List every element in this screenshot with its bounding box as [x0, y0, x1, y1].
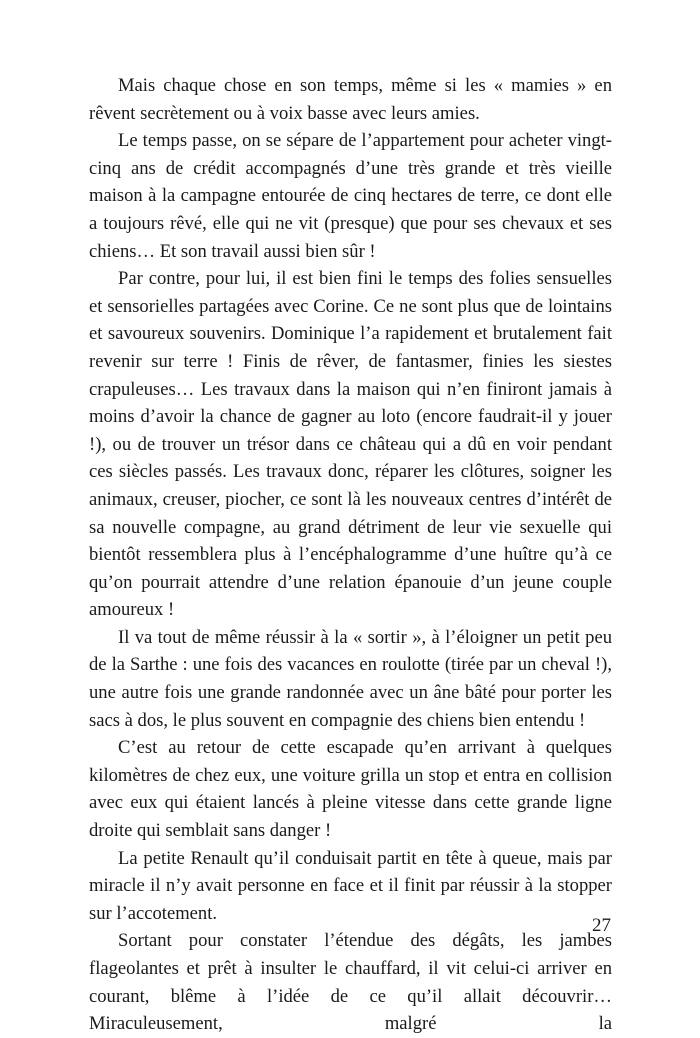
page-number: 27: [592, 915, 611, 936]
paragraph-4: Il va tout de même réussir à la « sortir », à l’éloigner un petit peu de la Sarthe : une fois des vacances en roulotte (tirée par un cheval !), une autre fois une grande randonnée avec un âne bâté pour porter les sacs à dos, le plus souvent en compagnie des chiens bien entendu !: [89, 626, 612, 731]
paragraph-1: Mais chaque chose en son temps, même si les « mamies » en rêvent secrètement ou à voix basse avec leurs amies.: [89, 75, 612, 124]
body-text: [89, 72, 612, 1038]
paragraph-3: Par contre, pour lui, il est bien fini le temps des folies sensuelles et sensorielles partagées avec Corine. Ce ne sont plus que de lointains et savoureux souvenirs. Dominique l’a rapidement et brutalement fait revenir sur terre ! Finis de rêver, de fantasmer, finies les siestes crapuleuses… Les travaux dans la maison qui n’en finiront jamais à moins d’avoir la chance de gagner au loto (encore faudrait-il y jouer !), ou de trouver un trésor dans ce château qui a dû en voir pendant ces siècles passés. Les travaux donc, réparer les clôtures, soigner les animaux, creuser, piocher, ce sont là les nouveaux centres d’intérêt de sa nouvelle compagne, au grand détriment de leur vie sexuelle qui bientôt ressemblera plus à l’encéphalogramme d’une huître qu’à ce qu’on pourrait attendre d’une relation épanouie d’un jeune couple amoureux !: [89, 268, 612, 621]
paragraph-2: Le temps passe, on se sépare de l’appartement pour acheter vingt-cinq ans de crédit accompagnés d’une très grande et très vieille maison à la campagne entourée de cinq hectares de terre, ce dont elle a toujours rêvé, elle qui ne vit (presque) que pour ses chevaux et ses chiens… Et son travail aussi bien sûr !: [89, 130, 612, 262]
paragraph-7: Sortant pour constater l’étendue des dégâts, les jambes flageolantes et prêt à insulter le chauffard, il vit celui-ci arriver en courant, blême à l’idée de ce qu’il allait découvrir… Miraculeusement, malgré la: [89, 930, 612, 1035]
paragraph-5: C’est au retour de cette escapade qu’en arrivant à quelques kilomètres de chez eux, une voiture grilla un stop et entra en collision avec eux qui étaient lancés à pleine vitesse dans cette grande ligne droite qui semblait sans danger !: [89, 737, 612, 842]
paragraph-6: La petite Renault qu’il conduisait partit en tête à queue, mais par miracle il n’y avait personne en face et il finit par réussir à la stopper sur l’accotement.: [89, 847, 612, 924]
